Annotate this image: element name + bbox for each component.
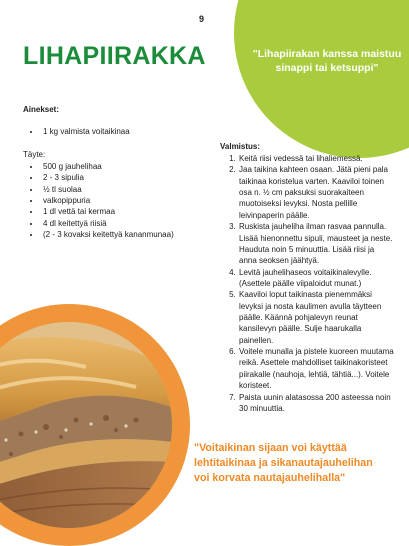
ingredient-item: • 2 - 3 sipulia [41,172,231,183]
method-step: 5. Kaaviloi loput taikinasta pienemmäksi levyksi ja nosta kaulimen avulla täytteen päälle. Käännä pohjalevyn reunat kansilevyn päälle. Sulje haarukalla painellen. [238,289,394,346]
ingredient-item: • 1 kg valmista voitaikinaa [41,126,221,137]
ingredient-item: • (2 - 3 kovaksi keitettyä kananmunaa) [41,229,231,240]
method-step: 7. Paista uunin alatasossa 200 asteessa noin 30 minuuttia. [238,392,394,415]
ingredient-item: • 1 dl vettä tai kermaa [41,206,231,217]
page-number: 9 [199,14,205,24]
dough-ingredient-list [29,126,221,137]
method-steps [226,153,394,414]
method-heading: Valmistus: [220,142,261,151]
ingredient-item: • ½ tl suolaa [41,184,231,195]
method-step: 1. Keitä riisi vedessä tai lihaliemessä. [238,153,394,164]
filling-heading: Täyte: [23,150,46,159]
serving-tip-quote: "Lihapiirakan kanssa maistuu sinappi tai ketsuppi" [252,48,402,74]
method-step: 6. Voitele munalla ja pistele kuoreen muutama reikä. Asettele mahdolliset taikinakoristeet piirakalle (nauhoja, lehtiä, tähtiä...). Voitele koristeet. [238,346,394,391]
method-step: 3. Ruskista jauheliha ilman rasvaa pannulla. Lisää hienonnettu sipuli, mausteet ja neste. Hauduta noin 5 minuuttia. Lisää riisi ja anna seoksen jäähtyä. [238,221,394,266]
ingredients-heading: Ainekset: [23,105,60,114]
filling-ingredient-list [29,161,231,241]
green-decorative-circle [234,0,409,158]
ingredient-item: • 500 g jauhelihaa [41,161,231,172]
ingredient-item: • valkopippuria [41,195,231,206]
method-step: 4. Levitä jauhelihaseos voitaikinalevylle. (Asettele päälle viipaloidut munat.) [238,267,394,290]
method-step: 2. Jaa taikina kahteen osaan. Jätä pieni pala taikinaa koristelua varten. Kaaviloi toinen osa n. ½ cm paksuksi suorakaiteen muotoiseksi levyksi. Nosta pellille leivinpaperin päälle. [238,164,394,221]
substitution-tip-quote: "Voitaikinan sijaan voi käyttää lehtitaikinaa ja sikanautajauhelihan voi korvata nautajauhelihalla" [194,442,373,484]
recipe-title: LIHAPIIRAKKA [23,42,206,70]
ingredient-item: • 4 dl keitettyä riisiä [41,218,231,229]
